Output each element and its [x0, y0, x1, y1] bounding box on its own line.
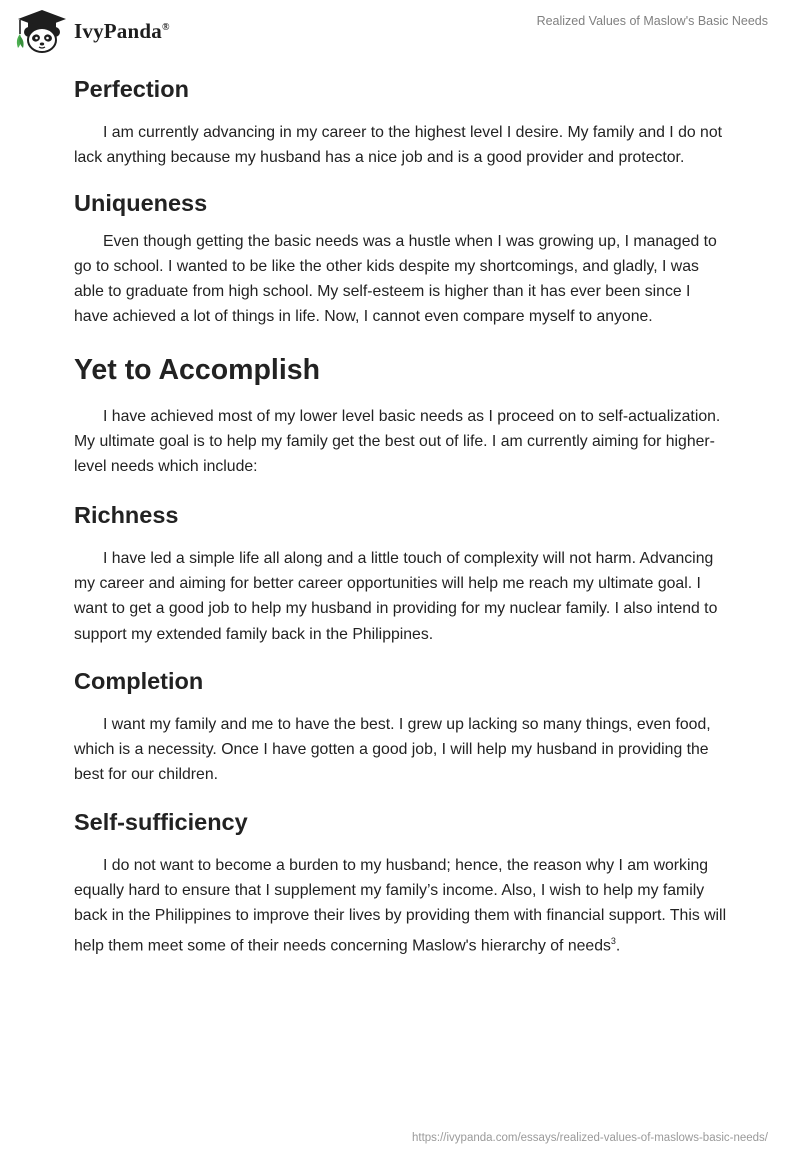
page-header: [0, 0, 800, 60]
heading-richness: Richness: [74, 501, 179, 528]
heading-perfection: Perfection: [74, 76, 189, 102]
heading-completion: Completion: [74, 667, 204, 694]
source-url[interactable]: https://ivypanda.com/essays/realized-values-of-maslows-basic-needs/: [411, 1132, 768, 1144]
document-title: Realized Values of Maslow's Basic Needs: [536, 14, 768, 28]
paragraph-perfection: I am currently advancing in my career to the highest level I desire. My family and I do not lack anything because my husband has a nice job and is a good provider and protector.: [74, 124, 723, 167]
panda-graduation-cap-icon: [14, 8, 70, 54]
footnote-reference[interactable]: 3: [610, 935, 616, 946]
paragraph-richness: I have led a simple life all along and a little touch of complexity will not harm. Advancing my career and aiming for better career opportunities will help me reach my ultimate goal. I want to get a good job to help my husband in providing for my nuclear family. I also intend to support my extended family back in the Philippines.: [74, 549, 718, 643]
heading-uniqueness: Uniqueness: [74, 189, 208, 216]
paragraph-completion: I want my family and me to have the best. I grew up lacking so many things, even food, which is a necessity. Once I have gotten a good job, I will help my husband in providing the best for our children.: [74, 715, 711, 784]
heading-self-sufficiency: Self-sufficiency: [74, 808, 248, 835]
paragraph-yet-to-accomplish: I have achieved most of my lower level basic needs as I proceed on to self-actualization. My ultimate goal is to help my family get the best out of life. I am currently aiming for higher-level needs which include:: [74, 407, 721, 476]
ivypanda-logo[interactable]: [14, 8, 170, 54]
paragraph-self-sufficiency: I do not want to become a burden to my husband; hence, the reason why I am working equally hard to ensure that I supplement my family’s income. Also, I wish to help my family back in the Philippines to improve their lives by providing them with financial support. This will help them meet some of their needs concerning Maslow's hierarchy of needs$^3$.: [74, 856, 727, 954]
heading-yet-to-accomplish: Yet to Accomplish: [74, 353, 320, 386]
paragraph-uniqueness: Even though getting the basic needs was a hustle when I was growing up, I managed to go to school. I wanted to be like the other kids despite my shortcomings, and gladly, I was able to graduate from high school. My self-esteem is higher than it has ever been since I have achieved a lot of things in life. Now, I cannot even compare myself to anyone.: [74, 232, 717, 326]
essay-content: [74, 72, 728, 958]
brand-name: IvyPanda®: [74, 18, 170, 43]
